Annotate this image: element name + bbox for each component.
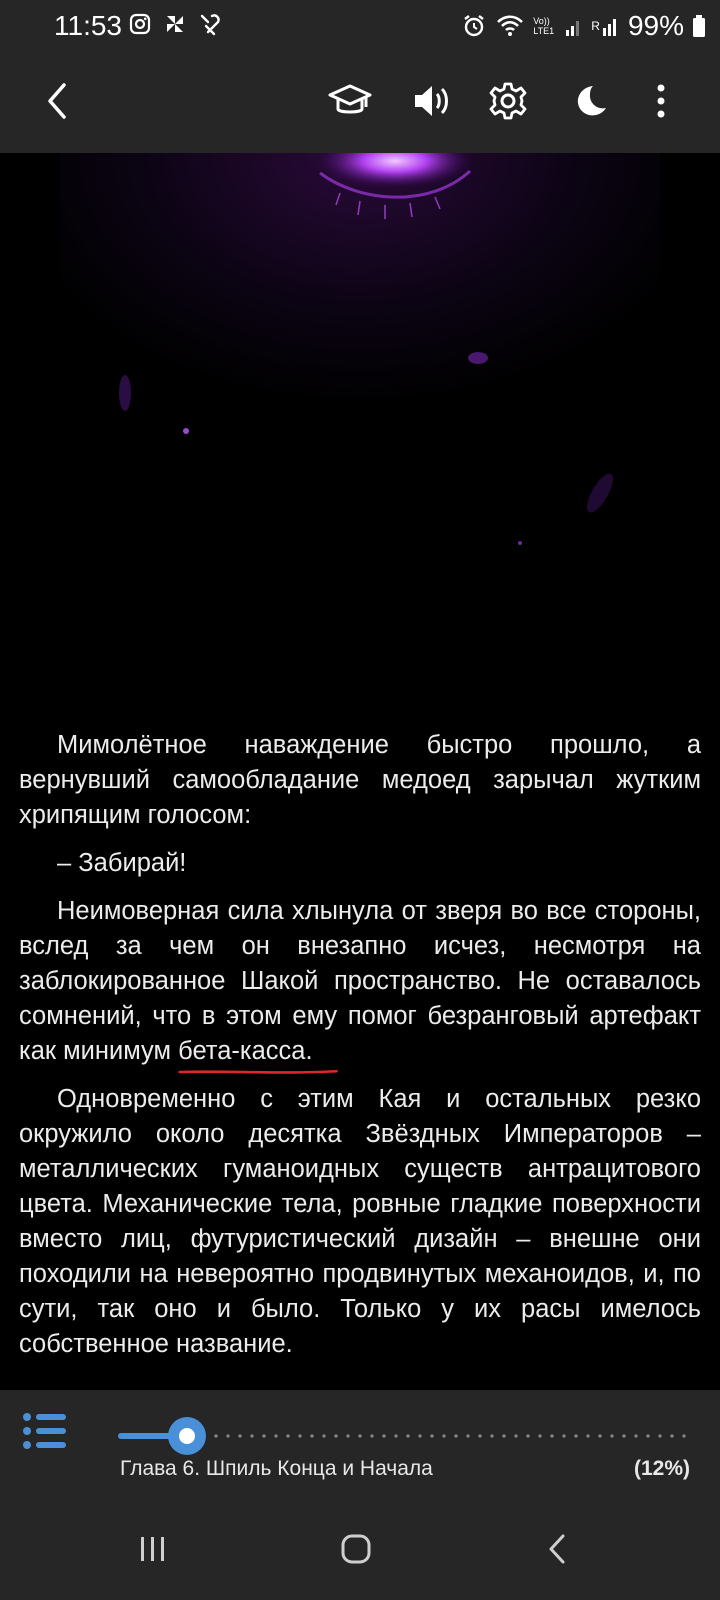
- recent-apps-icon: [138, 1535, 168, 1563]
- recent-apps-button[interactable]: [128, 1524, 178, 1574]
- text-to-speech-button[interactable]: [407, 76, 457, 126]
- roaming-signal-icon: [602, 14, 620, 38]
- progress-dot: [550, 1434, 553, 1437]
- progress-dot: [262, 1434, 265, 1437]
- progress-dot: [250, 1434, 253, 1437]
- progress-dot: [394, 1434, 397, 1437]
- back-button[interactable]: [32, 76, 82, 126]
- home-icon: [340, 1533, 372, 1565]
- progress-dot: [310, 1434, 313, 1437]
- more-vertical-icon: [655, 83, 667, 119]
- back-icon: [42, 81, 72, 121]
- progress-dot: [466, 1434, 469, 1437]
- status-bar: [0, 0, 720, 50]
- table-of-contents-button[interactable]: [20, 1406, 70, 1456]
- progress-dot: [358, 1434, 361, 1437]
- progress-dot: [442, 1434, 445, 1437]
- volte-icon: Vo)) LTE1: [533, 16, 555, 36]
- nav-back-button[interactable]: [533, 1524, 583, 1574]
- more-options-button[interactable]: [636, 76, 686, 126]
- progress-dot: [634, 1434, 637, 1437]
- highlight-suffix: .: [305, 1037, 313, 1065]
- education-icon: [328, 83, 372, 119]
- progress-dot: [406, 1434, 409, 1437]
- progress-dot: [562, 1434, 565, 1437]
- tools-icon: [198, 12, 224, 36]
- progress-dot: [490, 1434, 493, 1437]
- red-underline: [178, 1069, 338, 1075]
- battery-percent: 99%: [627, 10, 684, 41]
- wifi-icon: [495, 13, 525, 39]
- paragraph: [19, 894, 701, 1069]
- progress-dot: [322, 1434, 325, 1437]
- home-button[interactable]: [331, 1524, 381, 1574]
- highlighted-word[interactable]: [178, 1037, 305, 1065]
- progress-dot: [286, 1434, 289, 1437]
- status-left-icons: [128, 12, 224, 36]
- learning-button[interactable]: [325, 76, 375, 126]
- progress-dot: [382, 1434, 385, 1437]
- progress-dot: [274, 1434, 277, 1437]
- reader-content[interactable]: [0, 153, 720, 1390]
- highlighted-word-text: бета-касса: [178, 1037, 306, 1065]
- progress-dot: [418, 1434, 421, 1437]
- chapter-title: Глава 6. Шпиль Конца и Начала: [120, 1457, 433, 1480]
- progress-dot: [646, 1434, 649, 1437]
- progress-dot: [334, 1434, 337, 1437]
- progress-dot: [430, 1434, 433, 1437]
- gear-icon: [488, 81, 528, 121]
- progress-dot: [298, 1434, 301, 1437]
- paragraph-text: Неимоверная сила хлынула от зверя во все стороны, вслед за чем он внезапно исчез, несмотря на заблокированное Шакой пространство. Не оставалось сомнений, что в этом ему помог безранговый артефакт как минимум: [19, 897, 701, 1065]
- alarm-icon: [461, 13, 487, 39]
- progress-dot: [622, 1434, 625, 1437]
- progress-dot: [670, 1434, 673, 1437]
- status-time: 11:53: [54, 10, 122, 41]
- progress-dot: [454, 1434, 457, 1437]
- paragraph: Одновременно с этим Кая и остальных резко окружило около десятка Звёздных Императоров – металлических гуманоидных существ антрацитового цвета. Механические тела, ровные гладкие поверхности вместо лиц, футуристический дизайн – внешне они походили на невероятно продвинутых механоидов, и, по сути, так оно и было. Только у их расы имелось собственное название.: [19, 1085, 701, 1358]
- progress-dot: [502, 1434, 505, 1437]
- instagram-icon: [128, 12, 152, 36]
- progress-dot: [370, 1434, 373, 1437]
- system-nav-bar: [0, 1498, 720, 1600]
- paragraph: Мимолётное наваждение быстро прошло, а вернувший самообладание медоед зарычал жутким хрипящим голосом:: [19, 731, 701, 829]
- progress-dot: [346, 1434, 349, 1437]
- moon-icon: [573, 83, 609, 119]
- progress-dot: [538, 1434, 541, 1437]
- pinwheel-icon: [162, 12, 188, 36]
- nav-back-icon: [547, 1533, 569, 1565]
- chapter-percent: (12%): [633, 1457, 690, 1480]
- progress-dot: [682, 1434, 685, 1437]
- progress-dot: [226, 1434, 229, 1437]
- progress-dot: [658, 1434, 661, 1437]
- roaming-label: R: [591, 19, 600, 33]
- chapter-illustration: [0, 153, 720, 693]
- status-right-icons: [461, 10, 706, 42]
- night-mode-button[interactable]: [566, 76, 616, 126]
- signal-icon: [565, 14, 583, 38]
- progress-dot: [526, 1434, 529, 1437]
- paragraph: – Забирай!: [57, 849, 187, 877]
- progress-dot: [610, 1434, 613, 1437]
- progress-dot: [574, 1434, 577, 1437]
- progress-dot: [214, 1434, 217, 1437]
- progress-slider-thumb[interactable]: [168, 1417, 206, 1455]
- progress-dot: [514, 1434, 517, 1437]
- battery-icon: [692, 14, 706, 38]
- speaker-icon: [412, 83, 452, 119]
- list-icon: [22, 1411, 68, 1451]
- progress-dot: [586, 1434, 589, 1437]
- book-text: [19, 728, 701, 1375]
- reader-toolbar: [0, 50, 720, 153]
- progress-dot: [238, 1434, 241, 1437]
- reading-progress-bar: [0, 1390, 720, 1498]
- settings-button[interactable]: [483, 76, 533, 126]
- progress-dot: [598, 1434, 601, 1437]
- progress-dot: [478, 1434, 481, 1437]
